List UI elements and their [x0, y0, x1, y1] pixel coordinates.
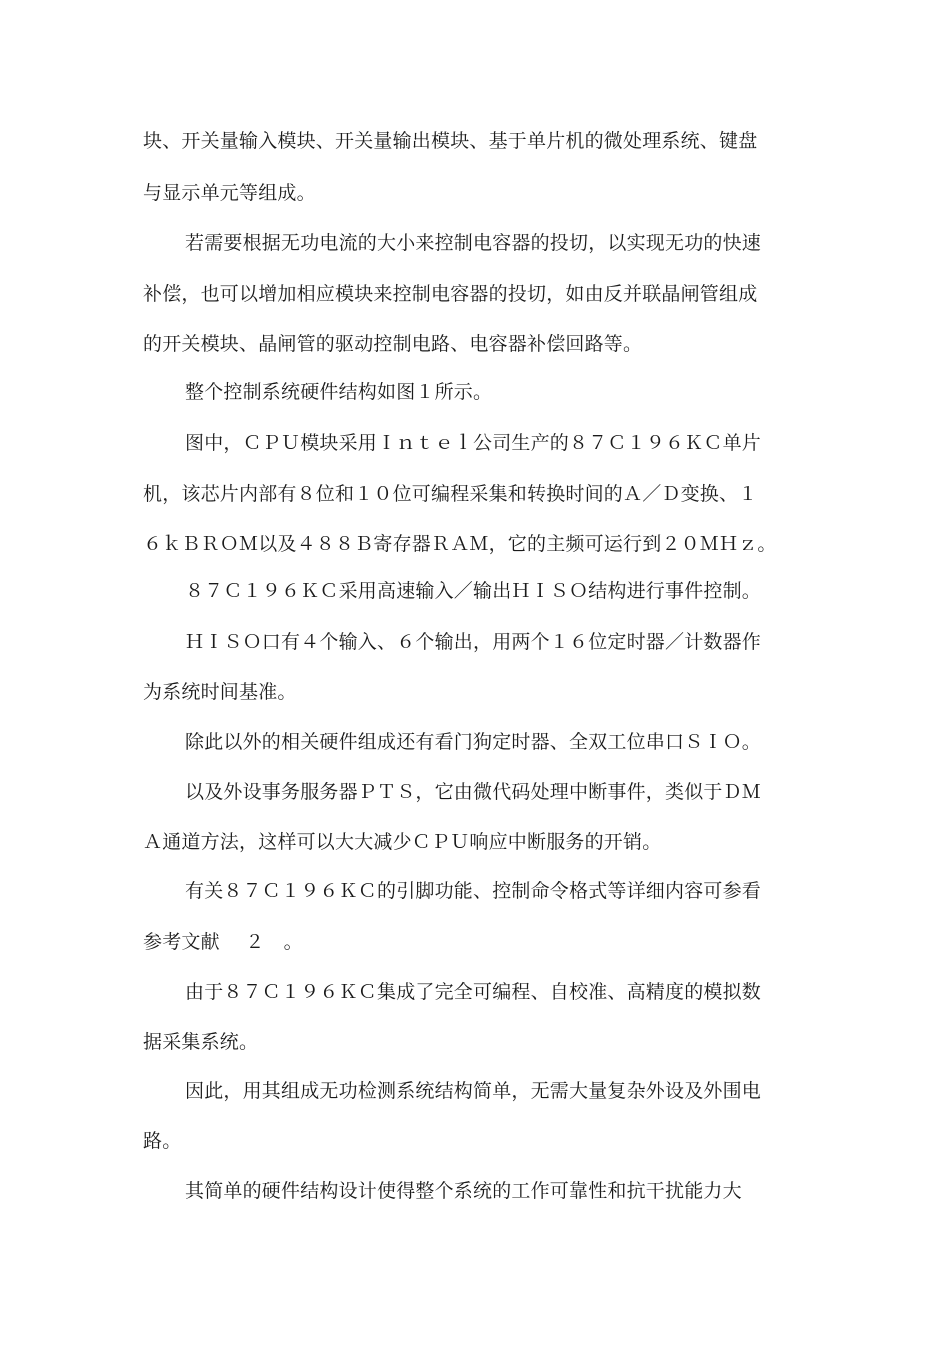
paragraph-start-line: 其简单的硬件结构设计使得整个系统的工作可靠性和抗干扰能力大	[185, 1180, 742, 1202]
paragraph-start-line: 由于８７Ｃ１９６ＫＣ集成了完全可编程、自校准、高精度的模拟数	[185, 981, 762, 1003]
text-line: 的开关模块、晶闸管的驱动控制电路、电容器补偿回路等。	[143, 333, 643, 355]
paragraph-start-line: 因此，用其组成无功检测系统结构简单，无需大量复杂外设及外围电	[185, 1080, 762, 1102]
text-line: 路。	[143, 1130, 182, 1152]
paragraph-start-line: 以及外设事务服务器ＰＴＳ，它由微代码处理中断事件，类似于ＤＭ	[185, 781, 762, 803]
paragraph-start-line: 图中，ＣＰＵ模块采用Ｉｎｔｅｌ公司生产的８７Ｃ１９６ＫＣ单片	[185, 432, 762, 454]
text-line: 机，该芯片内部有８位和１０位可编程采集和转换时间的Ａ／Ｄ变换、１	[143, 483, 758, 505]
paragraph-start-line: 有关８７Ｃ１９６ＫＣ的引脚功能、控制命令格式等详细内容可参看	[185, 880, 762, 902]
text-line: 补偿，也可以增加相应模块来控制电容器的投切，如由反并联晶闸管组成	[143, 283, 758, 305]
text-line: 据采集系统。	[143, 1031, 259, 1053]
paragraph-start-line: ＨＩＳＯ口有４个输入、６个输出，用两个１６位定时器／计数器作	[185, 631, 762, 653]
text-line: 块、开关量输入模块、开关量输出模块、基于单片机的微处理系统、键盘	[143, 130, 758, 152]
text-line: 为系统时间基准。	[143, 681, 297, 703]
paragraph-start-line: ８７Ｃ１９６ＫＣ采用高速输入／输出ＨＩＳＯ结构进行事件控制。	[185, 580, 762, 602]
paragraph-start-line: 整个控制系统硬件结构如图１所示。	[185, 381, 493, 403]
text-line: Ａ通道方法，这样可以大大减少ＣＰＵ响应中断服务的开销。	[143, 831, 662, 853]
paragraph-start-line: 除此以外的相关硬件组成还有看门狗定时器、全双工位串口ＳＩＯ。	[185, 731, 762, 753]
paragraph-start-line: 若需要根据无功电流的大小来控制电容器的投切，以实现无功的快速	[185, 232, 762, 254]
text-line: 与显示单元等组成。	[143, 182, 316, 204]
reference-line: 参考文献 ２ 。	[143, 931, 303, 953]
text-line: ６ｋＢＲＯＭ以及４８８Ｂ寄存器ＲＡＭ，它的主频可运行到２０ＭＨｚ。	[143, 533, 777, 555]
